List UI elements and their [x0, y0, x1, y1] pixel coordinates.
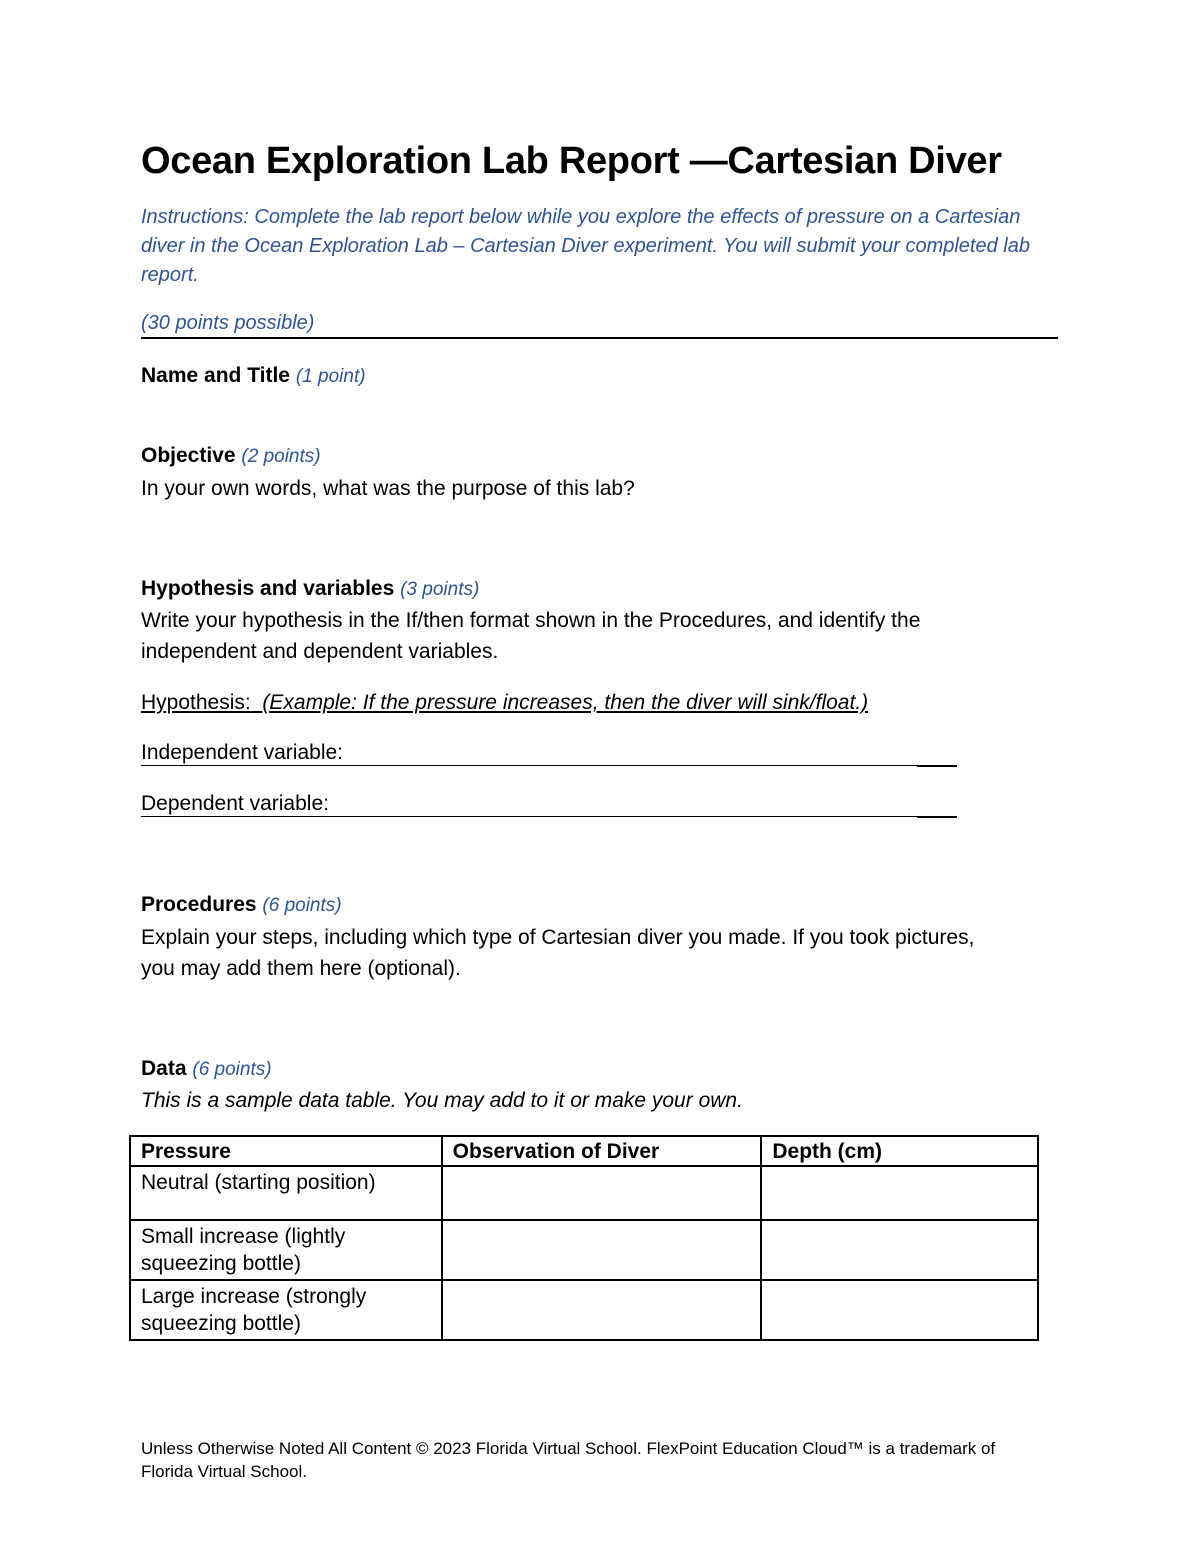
name-title-label: Name and Title: [141, 364, 290, 387]
data-label: Data: [141, 1057, 187, 1080]
pressure-cell: Large increase (strongly squeezing bottle): [130, 1280, 442, 1340]
observation-cell[interactable]: [442, 1166, 762, 1220]
hypothesis-points: (3 points): [400, 579, 480, 600]
objective-prompt: In your own words, what was the purpose of this lab?: [141, 477, 635, 500]
name-title-heading: [141, 364, 366, 388]
page-title: Ocean Exploration Lab Report —Cartesian Diver: [141, 140, 1002, 182]
copyright-footer: Unless Otherwise Noted All Content © 2023 Florida Virtual School. FlexPoint Education Cloud™ is a trademark of Florida Virtual School.: [141, 1439, 996, 1481]
hypothesis-example: (Example: If the pressure increases, then the diver will sink/float.): [262, 691, 869, 714]
pressure-cell: Small increase (lightly squeezing bottle): [130, 1220, 442, 1280]
dependent-variable-line-end: [917, 791, 957, 818]
depth-cell[interactable]: [761, 1220, 1038, 1280]
hypothesis-heading: [141, 577, 479, 601]
table-row: [130, 1280, 1038, 1340]
table-row: [130, 1166, 1038, 1220]
procedures-points: (6 points): [262, 895, 342, 916]
depth-cell[interactable]: [761, 1166, 1038, 1220]
procedures-heading: [141, 893, 342, 917]
table-row: [130, 1220, 1038, 1280]
dependent-variable-field[interactable]: [141, 791, 957, 817]
header-observation: Observation of Diver: [442, 1136, 762, 1166]
pressure-cell: Neutral (starting position): [130, 1166, 442, 1220]
independent-variable-label: Independent variable:: [141, 741, 343, 764]
independent-variable-field[interactable]: [141, 740, 957, 766]
procedures-label: Procedures: [141, 893, 257, 916]
depth-cell[interactable]: [761, 1280, 1038, 1340]
name-title-points: (1 point): [295, 366, 366, 387]
data-points: (6 points): [192, 1059, 272, 1080]
header-depth: Depth (cm): [761, 1136, 1038, 1166]
objective-heading: [141, 444, 321, 468]
data-prompt: This is a sample data table. You may add to it or make your own.: [141, 1089, 743, 1112]
objective-label: Objective: [141, 444, 236, 467]
instructions-text: Instructions: Complete the lab report below while you explore the effects of pressure on a Cartesian diver in the Ocean Exploration Lab – Cartesian Diver experiment. You will submit your completed lab report.: [141, 206, 1030, 286]
observation-cell[interactable]: [442, 1280, 762, 1340]
independent-variable-line-end: [917, 740, 957, 767]
hypothesis-field[interactable]: [141, 690, 868, 716]
hypothesis-label: Hypothesis and variables: [141, 577, 395, 600]
data-heading: [141, 1057, 272, 1081]
hypothesis-prompt: Write your hypothesis in the If/then format shown in the Procedures, and identify the independent and dependent variables.: [141, 609, 921, 663]
objective-points: (2 points): [241, 446, 321, 467]
observation-cell[interactable]: [442, 1220, 762, 1280]
hypothesis-field-label: Hypothesis:: [141, 691, 251, 714]
data-table: [129, 1135, 1039, 1341]
table-header-row: [130, 1136, 1038, 1166]
header-pressure: Pressure: [130, 1136, 442, 1166]
dependent-variable-label: Dependent variable:: [141, 792, 329, 815]
procedures-prompt: Explain your steps, including which type of Cartesian diver you made. If you took pictures, you may add them here (optional).: [141, 926, 975, 980]
total-points: (30 points possible): [141, 310, 1058, 339]
